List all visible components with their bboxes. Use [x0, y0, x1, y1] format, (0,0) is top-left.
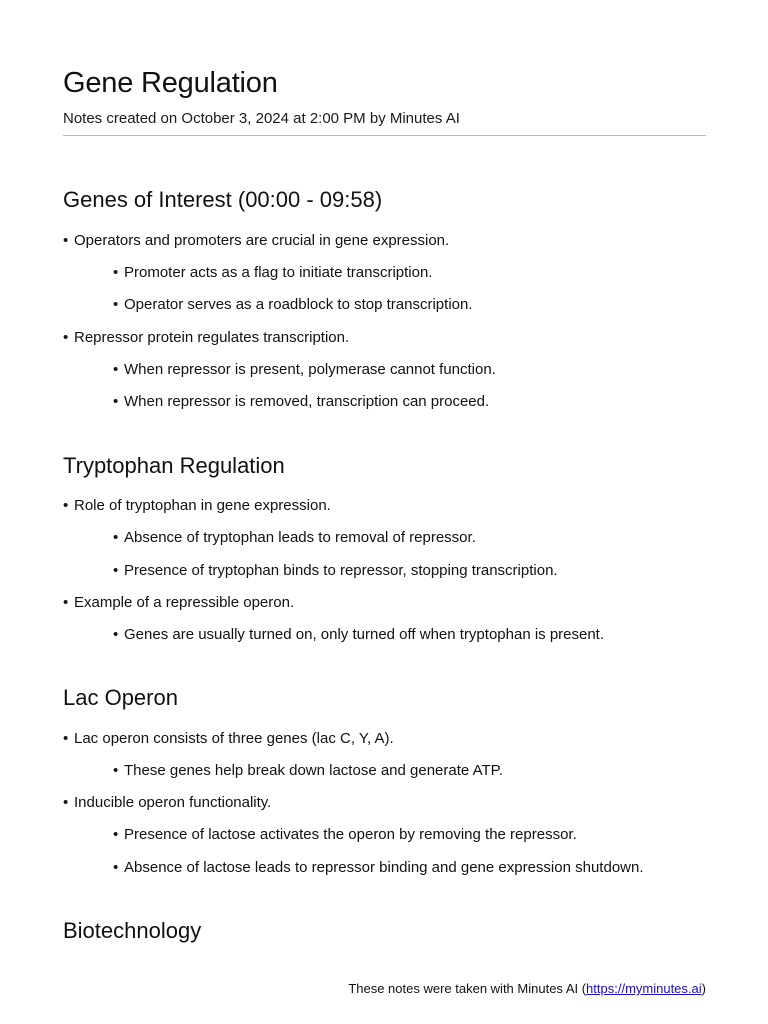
list-item-text: Lac operon consists of three genes (lac C, Y, A).	[74, 730, 394, 747]
list-item	[63, 231, 449, 251]
notes-page	[63, 0, 706, 1024]
bullet-icon: •	[63, 232, 69, 249]
list-item	[113, 263, 432, 283]
bullet-icon: •	[63, 329, 69, 346]
list-item	[63, 593, 294, 613]
list-item-text: Absence of tryptophan leads to removal of repressor.	[124, 529, 476, 546]
bullet-icon: •	[63, 594, 69, 611]
list-item	[113, 625, 604, 645]
bullet-icon: •	[113, 393, 119, 410]
section-title-genes-of-interest: Genes of Interest (00:00 - 09:58)	[63, 187, 383, 212]
list-item-text: Presence of tryptophan binds to repressor, stopping transcription.	[124, 562, 558, 579]
footer-suffix: )	[701, 981, 706, 996]
list-item-text: Operator serves as a roadblock to stop transcription.	[124, 296, 473, 313]
list-item	[113, 561, 558, 581]
list-item	[113, 528, 476, 548]
list-item	[113, 825, 577, 845]
list-item-text: Inducible operon functionality.	[74, 794, 272, 811]
bullet-icon: •	[113, 361, 119, 378]
list-item-text: Presence of lactose activates the operon by removing the repressor.	[124, 826, 577, 843]
bullet-icon: •	[113, 296, 119, 313]
list-item-text: Repressor protein regulates transcription.	[74, 329, 350, 346]
list-item-text: When repressor is removed, transcription can proceed.	[124, 393, 490, 410]
list-item-text: Genes are usually turned on, only turned off when tryptophan is present.	[124, 626, 605, 643]
list-item-text: These genes help break down lactose and generate ATP.	[124, 762, 503, 779]
bullet-icon: •	[113, 626, 119, 643]
bullet-icon: •	[113, 859, 119, 876]
minutes-ai-link[interactable]: https://myminutes.ai	[586, 981, 702, 996]
section-title-biotechnology: Biotechnology	[63, 918, 202, 943]
list-item	[113, 761, 503, 781]
page-title: Gene Regulation	[63, 67, 278, 99]
list-item	[113, 360, 496, 380]
section-title-lac-operon: Lac Operon	[63, 685, 178, 710]
footer-credit	[348, 980, 706, 998]
list-item	[63, 496, 331, 516]
bullet-icon: •	[63, 497, 69, 514]
list-item-text: Operators and promoters are crucial in gene expression.	[74, 232, 450, 249]
bullet-icon: •	[113, 264, 119, 281]
list-item-text: Example of a repressible operon.	[74, 594, 295, 611]
list-item-text: Absence of lactose leads to repressor binding and gene expression shutdown.	[124, 859, 644, 876]
list-item	[63, 328, 349, 348]
list-item	[63, 793, 271, 813]
bullet-icon: •	[113, 529, 119, 546]
list-item	[113, 295, 473, 315]
header-divider	[63, 135, 706, 136]
list-item	[113, 858, 644, 878]
list-item	[63, 729, 394, 749]
bullet-icon: •	[113, 562, 119, 579]
list-item	[113, 392, 489, 412]
bullet-icon: •	[113, 762, 119, 779]
list-item-text: Promoter acts as a flag to initiate transcription.	[124, 264, 433, 281]
list-item-text: When repressor is present, polymerase cannot function.	[124, 361, 496, 378]
bullet-icon: •	[63, 730, 69, 747]
notes-metadata: Notes created on October 3, 2024 at 2:00 PM by Minutes AI	[63, 110, 460, 127]
bullet-icon: •	[113, 826, 119, 843]
list-item-text: Role of tryptophan in gene expression.	[74, 497, 331, 514]
section-title-tryptophan-regulation: Tryptophan Regulation	[63, 453, 285, 478]
footer-prefix: These notes were taken with Minutes AI (	[348, 981, 587, 996]
bullet-icon: •	[63, 794, 69, 811]
